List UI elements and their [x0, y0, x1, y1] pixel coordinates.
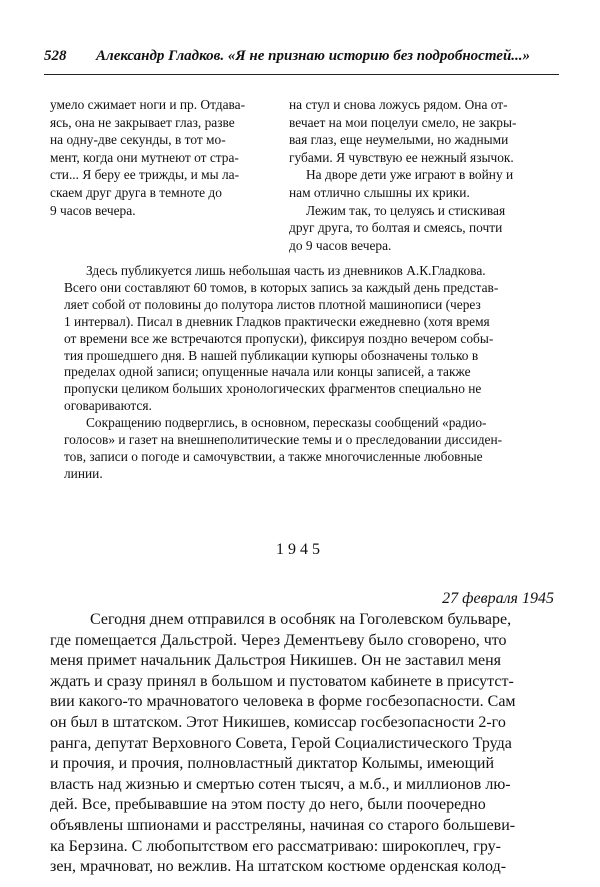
- left-column-line: мент, когда они мутнеют от стра-: [50, 149, 239, 165]
- entry-body-line: объявлены шпионами и расстреляны, начиная со старого большеви-: [50, 816, 516, 834]
- editor-note: [64, 263, 554, 483]
- page-number: 528: [44, 48, 67, 64]
- editor-note-line: пропуски целиком больших хронологических фрагментов специально не: [64, 381, 482, 397]
- editor-note-line: ляет собой от половины до полутора листов плотной машинописи (через: [64, 296, 481, 312]
- right-column-line: друг друга, то болтая и смеясь, почти: [289, 220, 503, 236]
- right-column-line: до 9 часов вечера.: [289, 237, 392, 253]
- right-column-line: На дворе дети уже играют в войну и: [306, 167, 514, 183]
- entry-body-line: и прочия, и прочия, полновластный диктатор Колымы, имеющий: [50, 755, 495, 773]
- editor-note-line: голосов» и газет на внешнеполитические темы и о преследовании диссиден-: [64, 432, 503, 448]
- right-column-line: на стул и снова ложусь рядом. Она от-: [289, 97, 508, 112]
- editor-note-line: оговариваются.: [64, 398, 152, 414]
- left-column-line: умело сжимает ноги и пр. Отдава-: [50, 97, 246, 112]
- entry-body-line: ка Берзина. С любопытством его рассматриваю: широкоплеч, гру-: [50, 837, 501, 855]
- entry-body-line: меня примет начальник Дальстроя Никишев. Он не заставил меня: [50, 652, 502, 670]
- entry-body-line: ждать и сразу принял в большом и пустоватом кабинете в присутст-: [50, 672, 514, 690]
- left-column-line: на одну-две секунды, в тот мо-: [50, 132, 226, 148]
- editor-note-line: от времени все же встречаются пропуски), фиксируя поздно вечером собы-: [64, 330, 494, 346]
- header-rule: [44, 74, 559, 75]
- entry-body-line: вии какого-то мрачноватого человека в форме госбезопасности. Сам: [50, 693, 516, 711]
- entry-body-line: дей. Все, пребывавшие на этом посту до него, были поочередно: [50, 796, 486, 814]
- right-column-line: губами. Я чувствую ее нежный язычок.: [289, 149, 514, 165]
- right-column-line: Лежим так, то целуясь и стискивая: [306, 202, 506, 218]
- right-column-line: вая глаз, еще неумелыми, но жадными: [289, 132, 509, 148]
- editor-note-line: тия прошедшего дня. В нашей публикации купюры обозначены только в: [64, 347, 479, 363]
- editor-note-line: Сокращению подверглись, в основном, пересказы сообщений «радио-: [86, 415, 487, 431]
- left-column-line: сти... Я беру ее трижды, и мы ла-: [50, 167, 240, 183]
- editor-note-line: 1 интервал). Писал в дневник Гладков практически ежедневно (хотя время: [64, 313, 490, 329]
- running-title: Александр Гладков. «Я не признаю историю без подробностей...»: [96, 48, 531, 64]
- left-column-line: ясь, она не закрывает глаз, разве: [50, 114, 235, 130]
- right-column-line: вечает на мои поцелуи смело, не закры-: [289, 114, 517, 130]
- editor-note-line: Здесь публикуется лишь небольшая часть из дневников А.К.Гладкова.: [86, 263, 486, 278]
- entry-body: [50, 610, 560, 878]
- editor-note-line: линии.: [64, 465, 103, 481]
- running-header: [44, 44, 559, 68]
- editor-note-line: тов, записи о погоде и самочувствии, а также многочисленные любовные: [64, 448, 483, 464]
- editor-note-line: Всего они составляют 60 томов, в которых запись за каждый день представ-: [64, 279, 499, 295]
- entry-body-line: Сегодня днем отправился в особняк на Гоголевском бульваре,: [90, 611, 512, 628]
- left-column-line: 9 часов вечера.: [50, 202, 136, 218]
- entry-date: 27 февраля 1945: [442, 590, 554, 607]
- entry-body-line: власть над жизнью и смертью сотен тысяч, а м.б., и миллионов лю-: [50, 775, 511, 793]
- entry-body-line: где помещается Дальстрой. Через Дементьеву было сговорено, что: [50, 631, 507, 649]
- entry-body-line: он был в штатском. Этот Никишев, комиссар госбезопасности 2-го: [50, 713, 506, 731]
- entry-body-line: зен, мрачноват, но вежлив. На штатском костюме орденская колод-: [50, 858, 507, 876]
- editor-note-line: пределах одной записи; опущенные начала или концы записей, а также: [64, 364, 471, 380]
- right-column-line: нам отлично слышны их крики.: [289, 184, 470, 200]
- entry-body-line: ранга, депутат Верховного Совета, Герой Социалистического Труда: [50, 734, 512, 752]
- left-column-line: скаем друг друга в темноте до: [50, 184, 222, 200]
- year-heading: 1945: [276, 541, 324, 558]
- left-column: [50, 96, 300, 219]
- right-column: [289, 96, 539, 254]
